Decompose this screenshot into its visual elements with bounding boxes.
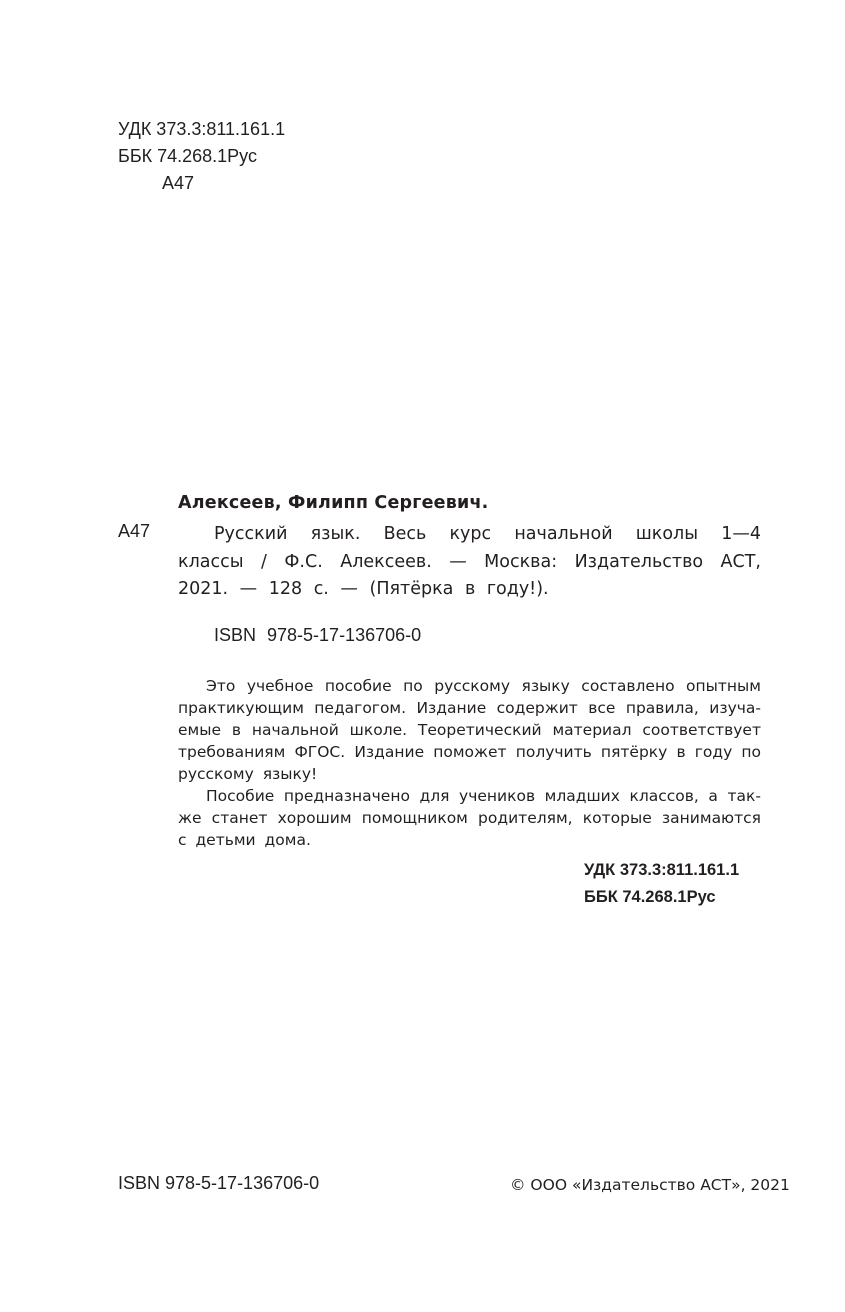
annotation-line: требованиям ФГОС. Издание поможет получить пятёрку в году по: [178, 743, 761, 761]
annotation-line: русскому языку!: [178, 765, 318, 783]
header-classification-codes: [118, 116, 285, 197]
annotation: [178, 675, 761, 851]
author-name: Алексеев, Филипп Сергеевич.: [178, 493, 489, 513]
annotation-line: емые в начальной школе. Теоретический материал соответствует: [178, 721, 761, 739]
annotation-line: Это учебное пособие по русскому языку составлено опытным: [206, 677, 761, 695]
bib-line: классы / Ф.С. Алексеев. — Москва: Издательство АСТ,: [178, 551, 761, 572]
footer-isbn: ISBN 978-5-17-136706-0: [118, 1173, 320, 1193]
bibliographic-description: [178, 521, 761, 604]
udk-code: УДК 373.3:811.161.1: [118, 119, 286, 139]
bbk-code: ББК 74.268.1Рус: [118, 146, 257, 166]
annotation-line: практикующим педагогом. Издание содержит все правила, изуча-: [178, 699, 761, 717]
annotation-line: с детьми дома.: [178, 831, 311, 849]
bib-line: Русский язык. Весь курс начальной школы 1—4: [214, 524, 761, 544]
udk-code-bold: УДК 373.3:811.161.1: [584, 861, 740, 879]
bottom-classification-codes: [584, 857, 739, 911]
copyright-notice: © ООО «Издательство АСТ», 2021: [510, 1176, 790, 1194]
bib-line: 2021. — 128 с. — (Пятёрка в году!).: [178, 579, 549, 599]
annotation-line: же станет хорошим помощником родителям, которые занимаются: [178, 809, 761, 827]
bbk-code-bold: ББК 74.268.1Рус: [584, 888, 716, 906]
annotation-line: Пособие предназначено для учеников младших классов, а так-: [206, 787, 761, 805]
author-mark-left: А47: [118, 521, 151, 541]
author-mark: А47: [162, 173, 195, 193]
isbn-record: ISBN 978-5-17-136706-0: [214, 625, 422, 645]
